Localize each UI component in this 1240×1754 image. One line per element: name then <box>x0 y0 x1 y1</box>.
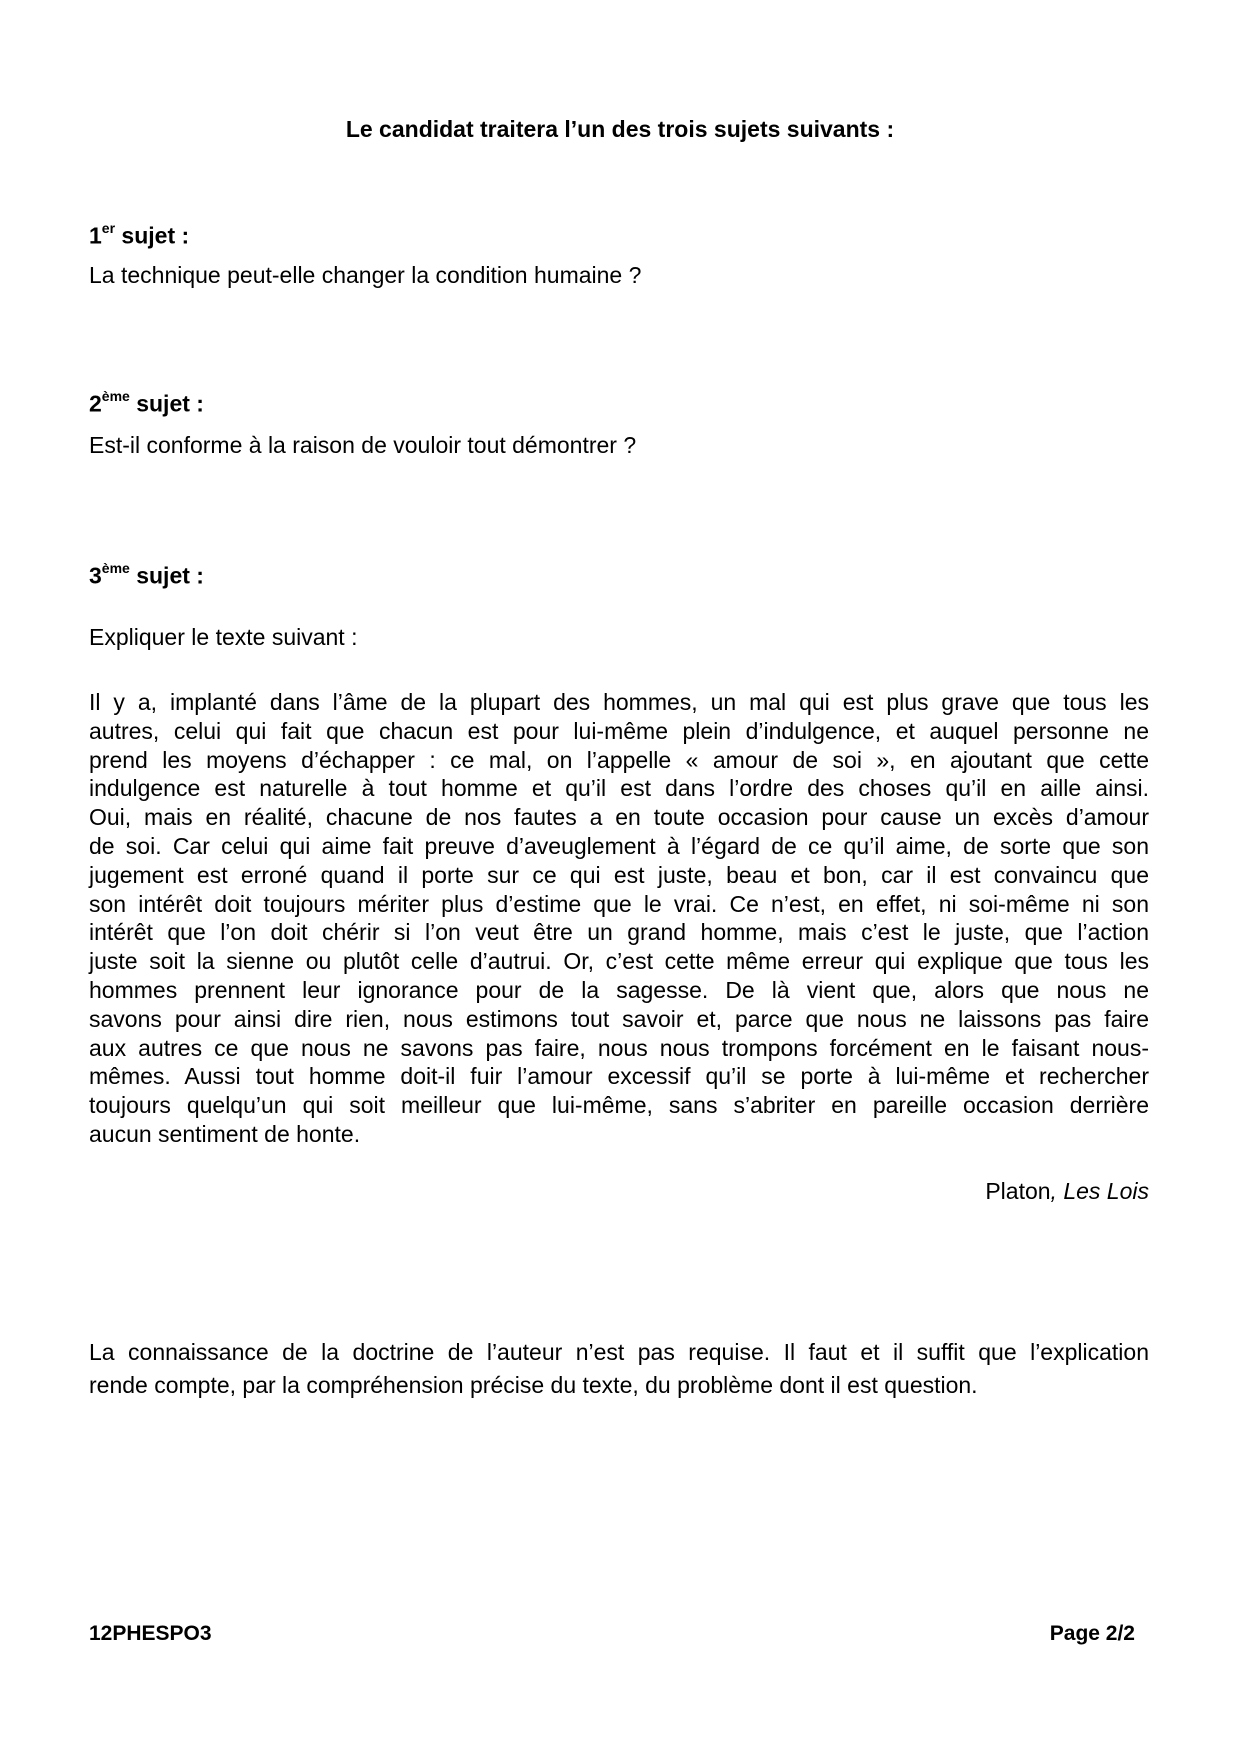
page-title: Le candidat traitera l’un des trois sujets suivants : <box>345 116 895 142</box>
sujet-3-instruction: Expliquer le texte suivant : <box>89 624 358 650</box>
texte-line: hommes prennent leur ignorance pour de la sagesse. De là vient que, alors que nous ne <box>89 976 1149 1003</box>
citation-separator: , <box>1050 1178 1064 1204</box>
texte-line: savons pour ainsi dire rien, nous estimons tout savoir et, parce que nous ne laissons pas faire <box>89 1005 1149 1032</box>
texte-line: mêmes. Aussi tout homme doit-il fuir l’amour excessif qu’il se porte à lui-même et rechercher <box>89 1063 1149 1090</box>
note-line: La connaissance de la doctrine de l’auteur n’est pas requise. Il faut et il suffit que l’explication <box>89 1339 1149 1365</box>
texte-line: intérêt que l’on doit chérir si l’on veut être un grand homme, mais c’est le juste, que l’action <box>89 919 1149 946</box>
texte-line: Il y a, implanté dans l’âme de la plupart des hommes, un mal qui est plus grave que tous les <box>89 689 1149 715</box>
texte-line: son intérêt doit toujours mériter plus d’estime que le vrai. Ce n’est, en effet, ni soi-même ni son <box>89 890 1149 917</box>
footer-code: 12PHESPO3 <box>89 1622 212 1645</box>
sujet-2-question: Est-il conforme à la raison de vouloir tout démontrer ? <box>89 432 637 458</box>
citation <box>985 1178 1149 1205</box>
sujet-2-number: 2 <box>89 390 102 417</box>
sujet-3-number: 3 <box>89 562 102 589</box>
sujet-1-question: La technique peut-elle changer la condition humaine ? <box>89 262 642 288</box>
texte-line: aucun sentiment de honte. <box>89 1120 361 1147</box>
texte-line: indulgence est naturelle à tout homme et qu’il est dans l’ordre des choses qu’il en aille ainsi. <box>89 775 1149 802</box>
sujet-1-number: 1 <box>89 222 102 249</box>
sujet-2-ordinal: ème <box>101 388 130 404</box>
texte-line: aux autres ce que nous ne savons pas faire, nous nous trompons forcément en le faisant nous- <box>89 1034 1149 1061</box>
texte-line: toujours quelqu’un qui soit meilleur que lui-même, sans s’abriter en pareille occasion derrière <box>89 1092 1149 1119</box>
sujet-3-label: sujet : <box>129 562 204 589</box>
citation-author: Platon <box>985 1178 1051 1204</box>
texte-line: de soi. Car celui qui aime fait preuve d’aveuglement à l’égard de ce qu’il aime, de sorte que son <box>89 832 1149 859</box>
texte-line: Oui, mais en réalité, chacune de nos fautes a en toute occasion pour cause un excès d’amour <box>89 804 1149 831</box>
sujet-1-label: sujet : <box>115 222 190 249</box>
sujet-1-heading <box>89 222 189 250</box>
citation-work: Les Lois <box>1063 1178 1149 1204</box>
sujet-3-ordinal: ème <box>101 560 130 576</box>
note-paragraph <box>89 1336 1149 1402</box>
texte-line: autres, celui qui fait que chacun est pour lui-même plein d’indulgence, et auquel personne ne <box>89 717 1149 744</box>
texte-line: juste soit la sienne ou plutôt celle d’autrui. Or, c’est cette même erreur qui explique que tous les <box>89 948 1149 975</box>
texte-paragraph <box>89 688 1149 1149</box>
sujet-3-heading <box>89 562 204 590</box>
sujet-1-ordinal: er <box>101 220 116 236</box>
note-line: rende compte, par la compréhension précise du texte, du problème dont il est question. <box>89 1372 978 1398</box>
texte-line: jugement est erroné quand il porte sur ce qui est juste, beau et bon, car il est convaincu que <box>89 861 1149 888</box>
sujet-2-heading <box>89 390 204 418</box>
footer-page-number: Page 2/2 <box>1049 1622 1135 1645</box>
texte-line: prend les moyens d’échapper : ce mal, on l’appelle « amour de soi », en ajoutant que cette <box>89 746 1149 773</box>
sujet-2-label: sujet : <box>129 390 204 417</box>
